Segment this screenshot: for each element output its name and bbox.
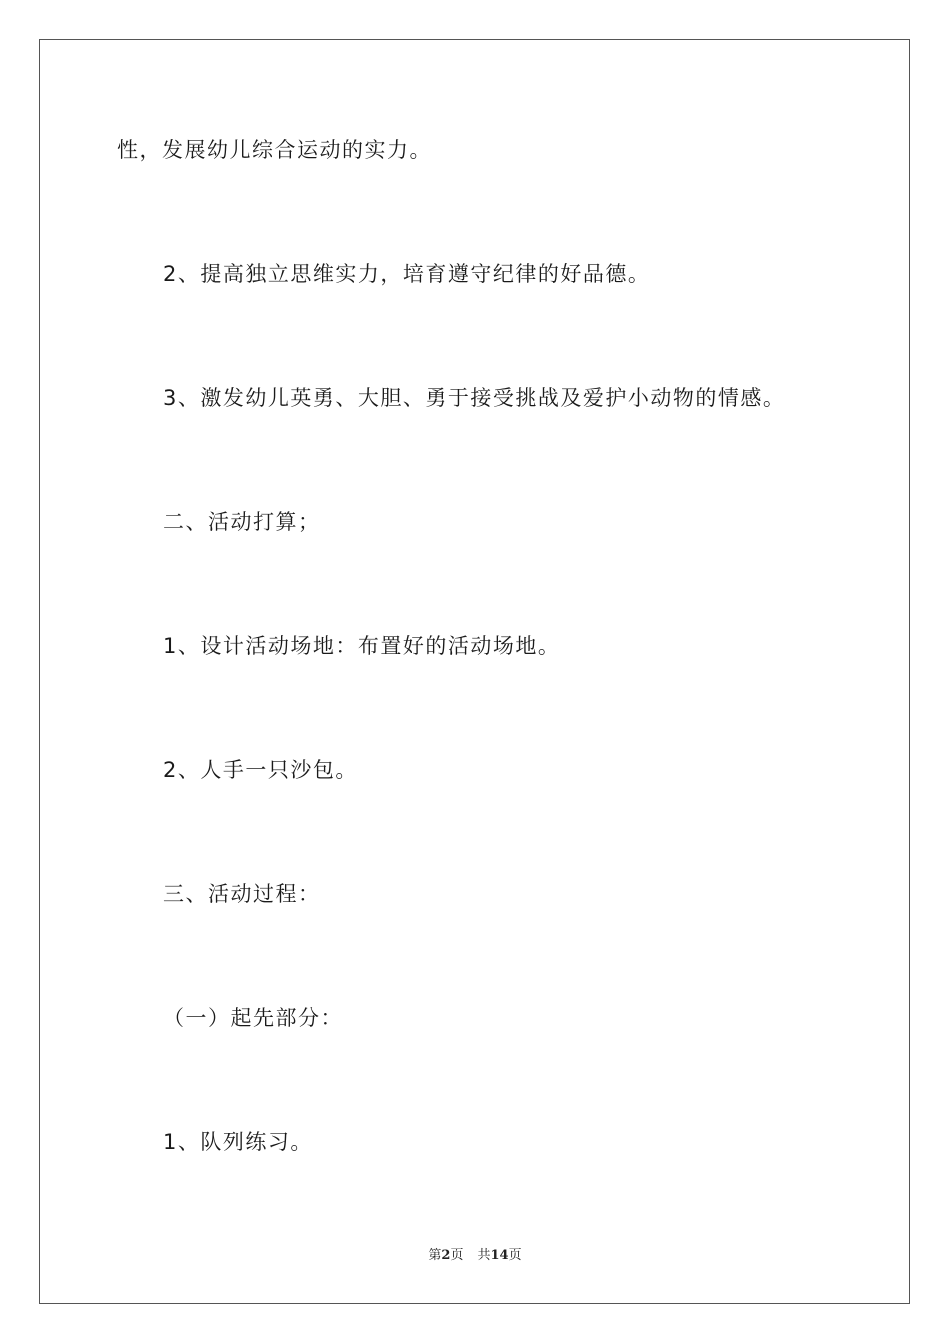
page-border <box>39 39 910 1304</box>
current-page-number: 2 <box>441 1248 451 1263</box>
total-label-suffix: 页 <box>508 1248 522 1263</box>
body-paragraph-3: 3、激发幼儿英勇、大胆、勇于接受挑战及爱护小动物的情感。 <box>163 386 786 410</box>
page-label-suffix: 页 <box>450 1248 464 1263</box>
total-label-prefix: 共 <box>477 1248 491 1263</box>
section-heading-preparation: 二、活动打算； <box>163 510 321 534</box>
section-heading-process: 三、活动过程： <box>163 882 321 906</box>
subsection-heading-start: （一）起先部分： <box>163 1006 343 1030</box>
body-paragraph-9: 1、队列练习。 <box>163 1130 313 1154</box>
page-footer <box>0 1247 950 1265</box>
page-label-prefix: 第 <box>428 1248 442 1263</box>
body-paragraph-2: 2、提高独立思维实力，培育遵守纪律的好品德。 <box>163 262 651 286</box>
body-paragraph-6: 2、人手一只沙包。 <box>163 758 358 782</box>
body-paragraph-5: 1、设计活动场地：布置好的活动场地。 <box>163 634 561 658</box>
body-paragraph-1: 性，发展幼儿综合运动的实力。 <box>117 138 432 162</box>
total-page-count: 14 <box>490 1248 509 1263</box>
